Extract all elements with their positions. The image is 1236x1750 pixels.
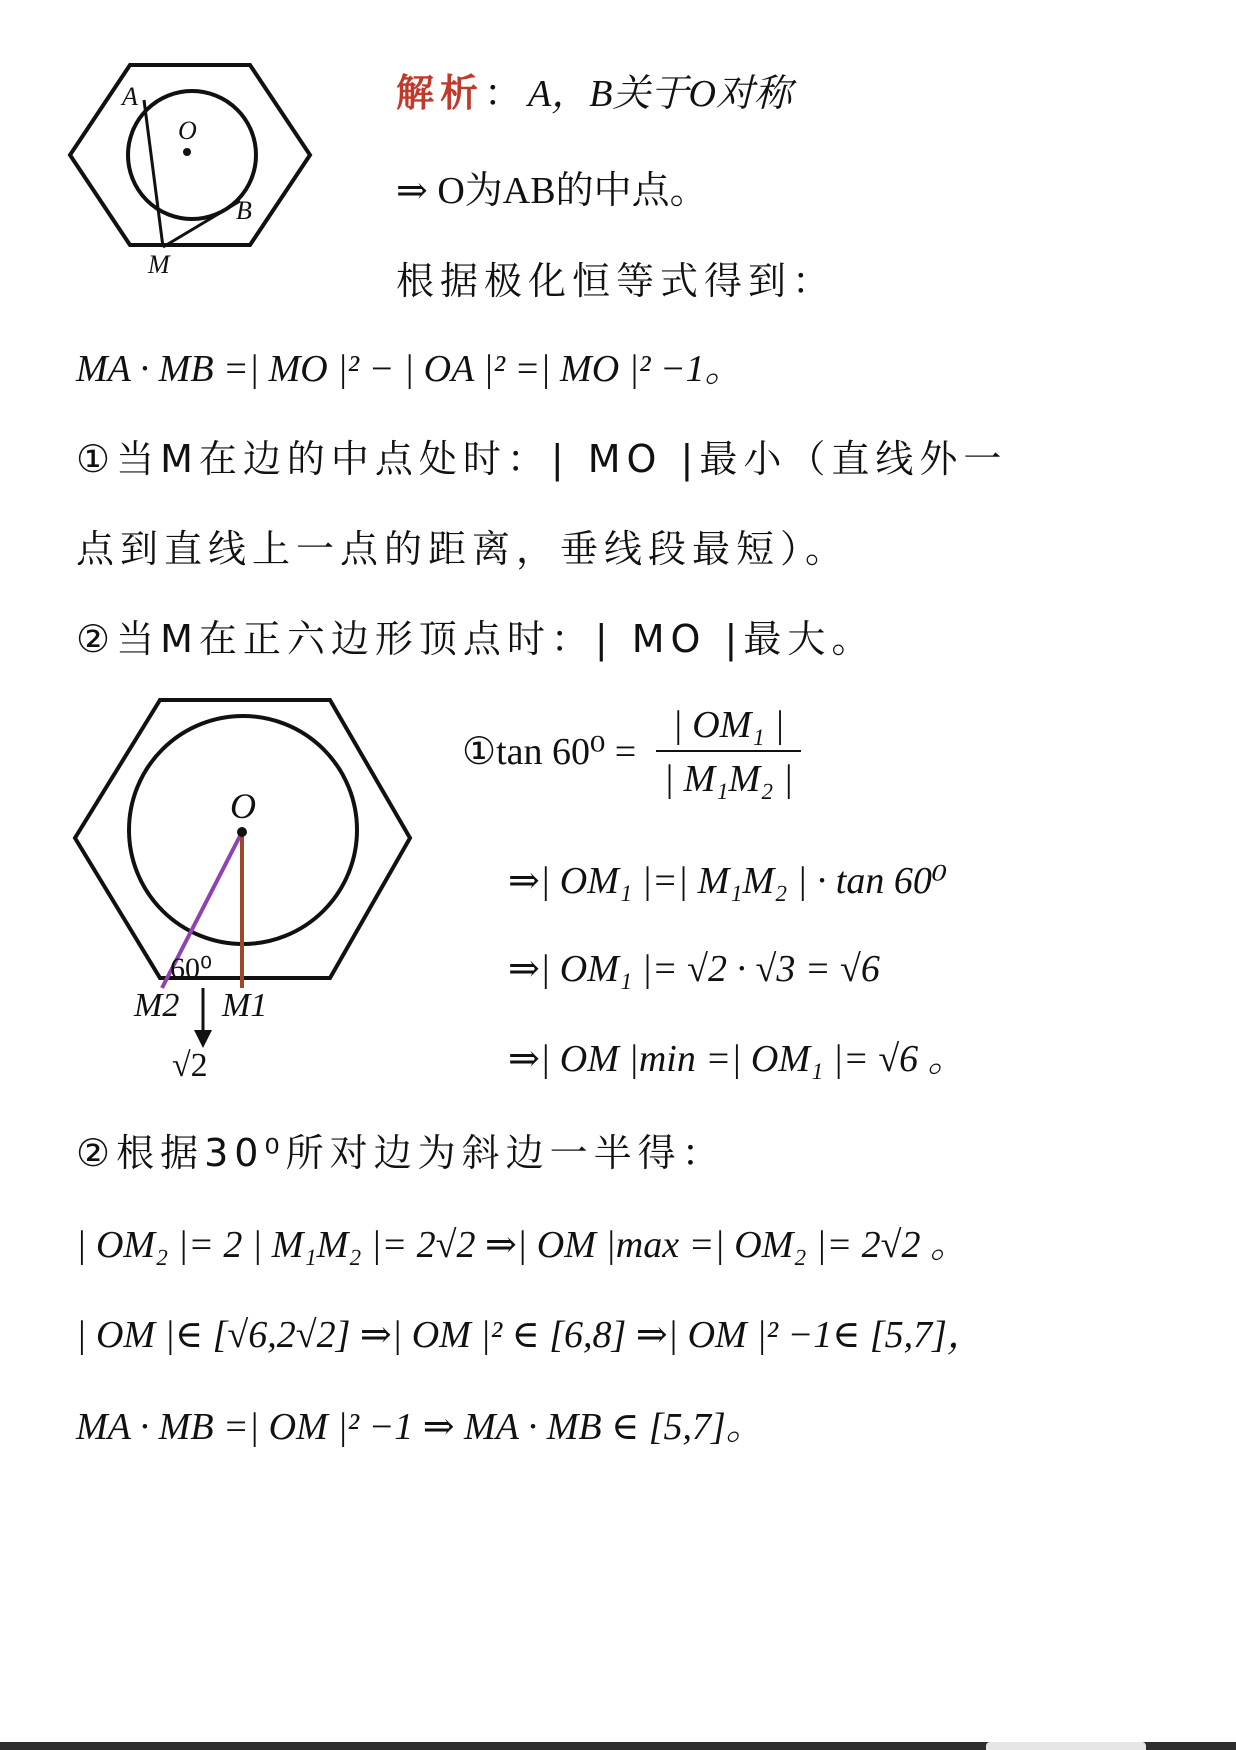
calc-tan-denominator: | M₁M₂ | xyxy=(656,750,802,798)
fig1-label-m: M xyxy=(148,250,170,279)
calc-tan-fraction xyxy=(656,706,802,798)
fig2-length-label: √2 xyxy=(172,1047,208,1084)
fig1-label-b: B xyxy=(236,196,252,225)
analysis-colon: ： xyxy=(484,71,529,115)
fig2-label-o: O xyxy=(230,786,256,826)
fig2-center-dot xyxy=(237,827,247,837)
polarization-line: 根据极化恒等式得到： xyxy=(396,259,837,303)
case2-line: ②当M在正六边形顶点时：| MO |最大。 xyxy=(76,617,876,661)
fig1-chord-ma xyxy=(144,100,163,247)
fig2-angle-label: 60⁰ xyxy=(170,952,213,985)
midpoint-line: ⇒ O为AB的中点。 xyxy=(396,170,708,212)
figure-hexagon-chord xyxy=(60,55,380,295)
calc-tan-prefix: ①tan 60⁰ = xyxy=(462,731,637,773)
calc-om-min: ⇒| OM |min =| OM₁ |= √6 。 xyxy=(508,1038,966,1080)
case1-line1: ①当M在边的中点处时：| MO |最小（直线外一 xyxy=(76,437,1008,481)
range-equation: | OM |∈ [√6,2√2] ⇒| OM |² ∈ [6,8] ⇒| OM |² −1∈ [5,7]， xyxy=(76,1314,985,1356)
fig2-label-m2: M2 xyxy=(134,987,180,1024)
calc-om1-product: ⇒| OM₁ |=| M₁M₂ | · tan 60⁰ xyxy=(508,860,948,902)
scrollbar-thumb[interactable] xyxy=(986,1742,1146,1750)
final-result: MA · MB =| OM |² −1 ⇒ MA · MB ∈ [5,7]。 xyxy=(76,1406,764,1448)
case3-title: ②根据30⁰所对边为斜边一半得： xyxy=(76,1131,726,1175)
case1-line2: 点到直线上一点的距离，垂线段最短）。 xyxy=(76,527,850,571)
om2-equation: | OM₂ |= 2 | M₁M₂ |= 2√2 ⇒| OM |max =| OM₂ |= 2√2 。 xyxy=(76,1224,968,1266)
fig1-chord-mb xyxy=(163,201,240,247)
bottom-scrollbar[interactable] xyxy=(0,1742,1236,1750)
fig1-label-a: A xyxy=(122,82,138,111)
analysis-title-line xyxy=(396,71,792,115)
fig2-arrow-head xyxy=(194,1030,212,1048)
fig1-center-dot xyxy=(183,148,191,156)
figure-hexagon-right-triangle xyxy=(60,690,420,1090)
analysis-symmetric-text: A，B关于O对称 xyxy=(528,73,792,115)
fig1-label-o: O xyxy=(178,116,197,145)
analysis-title: 解析 xyxy=(396,71,485,115)
fig2-label-m1: M1 xyxy=(222,987,268,1024)
polarization-equation: MA · MB =| MO |² − | OA |² =| MO |² −1。 xyxy=(76,348,743,390)
calc-tan-line xyxy=(462,706,801,798)
calc-om1-value: ⇒| OM₁ |= √2 · √3 = √6 xyxy=(508,948,880,990)
calc-tan-numerator: | OM₁ | xyxy=(672,704,785,746)
